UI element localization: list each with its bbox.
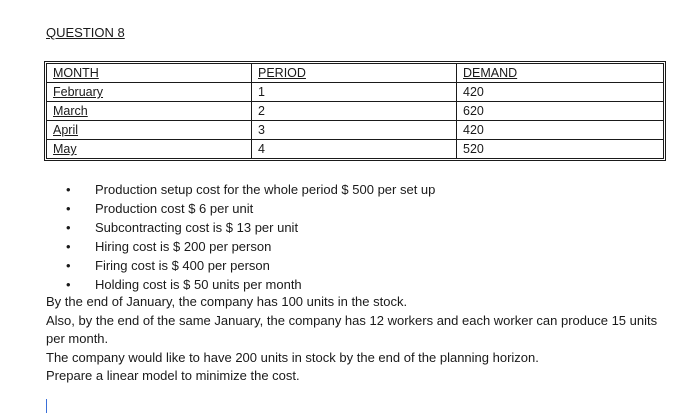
header-month-label: MONTH: [53, 66, 99, 80]
table-row: [47, 83, 664, 102]
paragraph-workers: Also, by the end of the same January, the company has 12 workers and each worker can produce 15 units per month.: [46, 312, 658, 347]
cell-month: [47, 140, 252, 159]
bullet-glyph: •: [66, 182, 71, 197]
list-item: [66, 237, 435, 256]
cell-demand: 520: [457, 140, 664, 159]
list-item: [66, 199, 435, 218]
cell-month: [47, 121, 252, 140]
bullet-glyph: •: [66, 201, 71, 216]
cell-month: [47, 83, 252, 102]
list-item: [66, 275, 435, 294]
cell-demand: 620: [457, 102, 664, 121]
month-label: February: [53, 85, 104, 99]
cell-demand: 420: [457, 83, 664, 102]
cell-period: 1: [252, 83, 457, 102]
paragraph-target-stock: The company would like to have 200 units in stock by the end of the planning horizon.: [46, 349, 539, 365]
cell-period: 4: [252, 140, 457, 159]
header-demand-label: DEMAND: [463, 66, 518, 80]
list-item: [66, 256, 435, 275]
problem-description: [46, 293, 676, 386]
month-label: April: [53, 123, 79, 137]
list-item-text: Hiring cost is $ 200 per person: [95, 239, 272, 254]
list-item-text: Production cost $ 6 per unit: [95, 201, 254, 216]
bullet-glyph: •: [66, 258, 71, 273]
header-month: [47, 64, 252, 83]
bullet-glyph: •: [66, 220, 71, 235]
bullet-glyph: •: [66, 277, 71, 292]
text-cursor[interactable]: [46, 399, 47, 413]
paragraph-instruction: Prepare a linear model to minimize the cost.: [46, 368, 300, 384]
paragraph-stock: By the end of January, the company has 100 units in the stock.: [46, 294, 408, 309]
table-header-row: [47, 64, 664, 83]
header-demand: [457, 64, 664, 83]
list-item-text: Holding cost is $ 50 units per month: [95, 277, 302, 292]
header-period-label: PERIOD: [258, 66, 306, 80]
header-period: [252, 64, 457, 83]
demand-table: [46, 63, 664, 159]
list-item: [66, 218, 435, 237]
cell-period: 3: [252, 121, 457, 140]
table-row: [47, 121, 664, 140]
list-item-text: Subcontracting cost is $ 13 per unit: [95, 220, 299, 235]
question-title: QUESTION 8: [46, 25, 125, 40]
cell-month: [47, 102, 252, 121]
bullet-glyph: •: [66, 239, 71, 254]
list-item-text: Firing cost is $ 400 per person: [95, 258, 270, 273]
table-row: [47, 102, 664, 121]
cell-period: 2: [252, 102, 457, 121]
table-row: [47, 140, 664, 159]
month-label: May: [53, 142, 77, 156]
cost-bullet-list: [66, 180, 435, 294]
cell-demand: 420: [457, 121, 664, 140]
list-item-text: Production setup cost for the whole period $ 500 per set up: [95, 182, 436, 197]
month-label: March: [53, 104, 88, 118]
list-item: [66, 180, 435, 199]
